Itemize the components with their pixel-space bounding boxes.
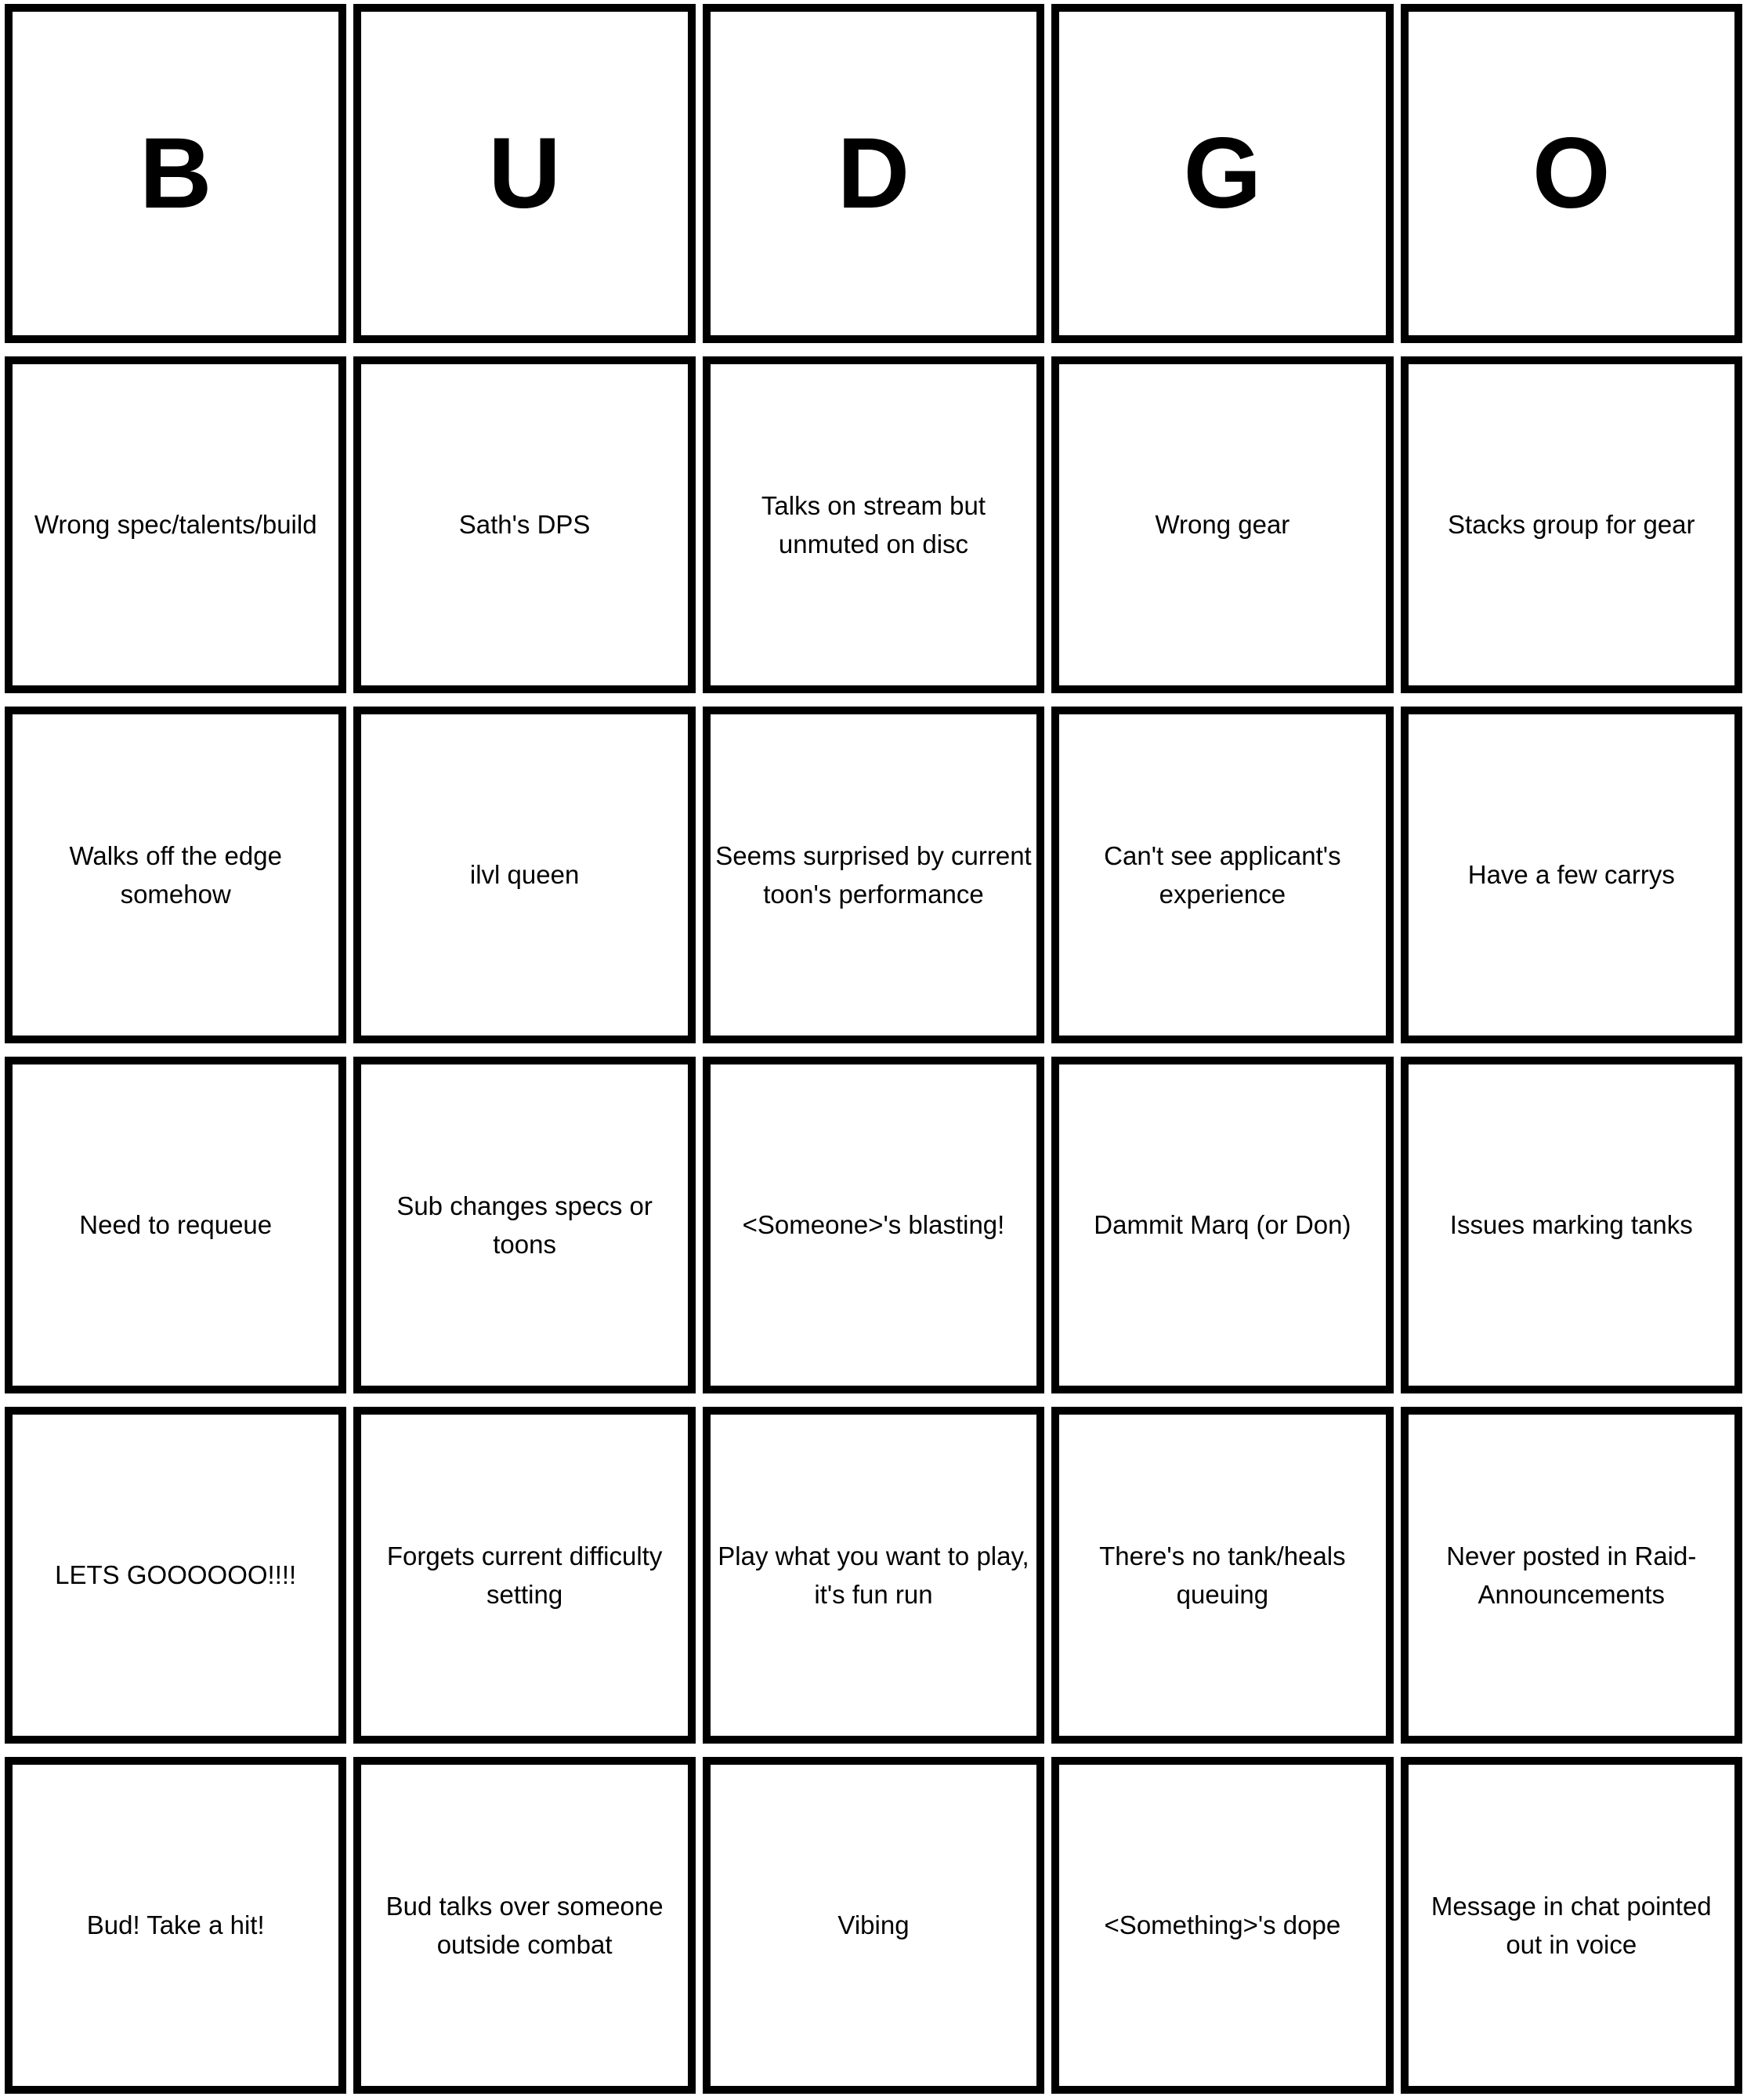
bingo-cell-r5c5[interactable] [1401,1757,1742,2094]
cell-text: Sub changes specs or toons [396,1191,653,1259]
cell-text: Dammit Marq (or Don) [1094,1210,1351,1240]
cell-text: Bud talks over someone outside combat [385,1891,664,1959]
bingo-cell-r3c5[interactable] [1401,1057,1742,1393]
bingo-cell-r1c1[interactable] [5,356,346,693]
bingo-cell-r3c4[interactable] [1051,1057,1393,1393]
cell-text: Message in chat pointed out in voice [1431,1891,1712,1959]
bingo-cell-r4c4[interactable] [1051,1407,1393,1744]
header-letter-g: G [1183,117,1262,230]
cell-text: Talks on stream but unmuted on disc [761,490,986,558]
bingo-cell-r4c1[interactable] [5,1407,346,1744]
cell-text: Have a few carrys [1467,860,1675,890]
header-cell-g [1051,4,1393,343]
bingo-cell-r5c2[interactable] [353,1757,695,2094]
cell-text: Stacks group for gear [1448,510,1695,540]
cell-text: Bud! Take a hit! [86,1910,265,1940]
cell-text: Sath's DPS [458,510,591,540]
bingo-cell-r1c3[interactable] [703,356,1044,693]
cell-text: There's no tank/heals queuing [1099,1541,1346,1609]
header-letter-d: D [837,117,910,230]
cell-text: Wrong gear [1155,510,1290,540]
header-cell-o [1401,4,1742,343]
bingo-cell-r5c1[interactable] [5,1757,346,2094]
bingo-cell-r4c5[interactable] [1401,1407,1742,1744]
cell-text: Never posted in Raid-Announcements [1446,1541,1697,1609]
header-cell-b [5,4,346,343]
bingo-cell-r4c2[interactable] [353,1407,695,1744]
header-cell-u [353,4,695,343]
cell-text: ilvl queen [469,860,580,890]
bingo-cell-r1c5[interactable] [1401,356,1742,693]
bingo-cell-r2c1[interactable] [5,707,346,1043]
bingo-cell-r3c2[interactable] [353,1057,695,1393]
header-letter-b: B [139,117,212,230]
bingo-cell-r1c4[interactable] [1051,356,1393,693]
bingo-cell-r3c1[interactable] [5,1057,346,1393]
cell-text: LETS GOOOOOO!!!! [55,1560,297,1590]
bingo-cell-r2c4[interactable] [1051,707,1393,1043]
cell-text: Seems surprised by current toon's performance [715,840,1032,909]
bingo-cell-r3c3[interactable] [703,1057,1044,1393]
cell-text: Vibing [837,1910,910,1940]
cell-text: Can't see applicant's experience [1104,840,1341,909]
bingo-cell-r5c3[interactable] [703,1757,1044,2094]
cell-text: Issues marking tanks [1449,1210,1693,1240]
bingo-cell-r2c2[interactable] [353,707,695,1043]
bingo-cell-r1c2[interactable] [353,356,695,693]
bingo-cell-r4c3[interactable] [703,1407,1044,1744]
cell-text: <Someone>'s blasting! [742,1210,1005,1240]
bingo-cell-r5c4[interactable] [1051,1757,1393,2094]
cell-text: <Something>'s dope [1104,1910,1341,1940]
cell-text: Forgets current difficulty setting [386,1541,663,1609]
header-cell-d [703,4,1044,343]
cell-text: Walks off the edge somehow [69,840,282,909]
bingo-cell-r2c3[interactable] [703,707,1044,1043]
header-letter-o: O [1532,117,1611,230]
header-letter-u: U [488,117,561,230]
cell-text: Wrong spec/talents/build [34,510,317,540]
bingo-cell-r2c5[interactable] [1401,707,1742,1043]
cell-text: Need to requeue [79,1210,273,1240]
cell-text: Play what you want to play, it's fun run [718,1541,1029,1609]
